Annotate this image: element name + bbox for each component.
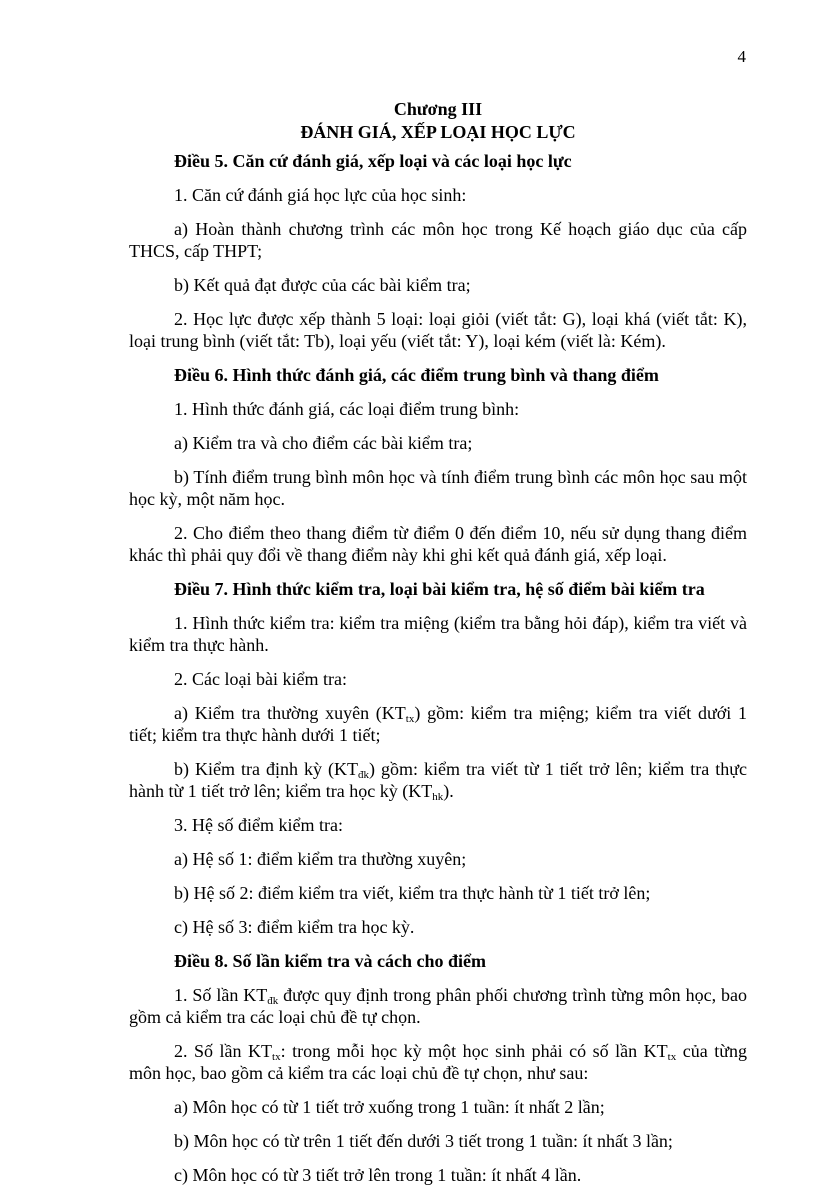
article-5-heading: Điều 5. Căn cứ đánh giá, xếp loại và các loại học lực — [174, 151, 572, 171]
article-6-para: 1. Hình thức đánh giá, các loại điểm trung bình: — [174, 399, 520, 419]
text-run: b) Kiểm tra định kỳ (KT — [174, 759, 358, 779]
article-7-para: 3. Hệ số điểm kiểm tra: — [174, 815, 343, 835]
article-7-para: c) Hệ số 3: điểm kiểm tra học kỳ. — [174, 917, 415, 937]
article-7-heading: Điều 7. Hình thức kiểm tra, loại bài kiểm tra, hệ số điểm bài kiểm tra — [174, 579, 705, 599]
article-7-para — [129, 758, 747, 802]
article-7-para: 2. Các loại bài kiểm tra: — [174, 669, 347, 689]
article-6-para: a) Kiểm tra và cho điểm các bài kiểm tra; — [174, 433, 473, 453]
article-7-para: a) Hệ số 1: điểm kiểm tra thường xuyên; — [174, 849, 467, 869]
article-8-para — [129, 984, 747, 1028]
text-run: 1. Số lần KT — [174, 985, 268, 1005]
subscript: hk — [432, 791, 444, 803]
text-run: ) gồm: kiểm tra miệng; kiểm tra viết dưới 1 tiết; kiểm tra thực hành dưới 1 tiết; — [129, 703, 747, 745]
article-6-heading: Điều 6. Hình thức đánh giá, các điểm trung bình và thang điểm — [174, 365, 659, 385]
article-5-para: 2. Học lực được xếp thành 5 loại: loại giỏi (viết tắt: G), loại khá (viết tắt: K), loại trung bình (viết tắt: Tb), loại yếu (viết tắt: Y), loại kém (viết là: Kém). — [129, 309, 747, 351]
article-6-para: b) Tính điểm trung bình môn học và tính điểm trung bình các môn học sau một học kỳ, một năm học. — [129, 467, 747, 509]
subscript: tx — [667, 1051, 677, 1063]
article-7-para — [129, 702, 747, 746]
article-5-para: b) Kết quả đạt được của các bài kiểm tra; — [174, 275, 471, 295]
text-run: a) Kiểm tra thường xuyên (KT — [174, 703, 406, 723]
chapter-label: Chương III — [393, 99, 483, 119]
text-run: : trong mỗi học kỳ một học sinh phải có số lần KT — [280, 1041, 668, 1061]
chapter-title: ĐÁNH GIÁ, XẾP LOẠI HỌC LỰC — [300, 122, 576, 142]
text-run: ) gồm: kiểm tra viết từ 1 tiết trở lên; kiểm tra thực hành từ 1 tiết trở lên; kiểm tra học kỳ (KT — [129, 759, 747, 801]
article-5-para: a) Hoàn thành chương trình các môn học trong Kế hoạch giáo dục của cấp THCS, cấp THPT; — [129, 219, 747, 261]
article-8-para — [129, 1040, 747, 1084]
article-8-para: c) Môn học có từ 3 tiết trở lên trong 1 tuần: ít nhất 4 lần. — [174, 1165, 582, 1185]
subscript: đk — [267, 995, 279, 1007]
text-run: được quy định trong phân phối chương trình từng môn học, bao gồm cả kiểm tra các loại chủ đề tự chọn. — [129, 985, 747, 1027]
text-run: 2. Số lần KT — [174, 1041, 273, 1061]
text-run: của từng môn học, bao gồm cả kiểm tra các loại chủ đề tự chọn, như sau: — [129, 1041, 747, 1083]
article-8-heading: Điều 8. Số lần kiểm tra và cách cho điểm — [174, 951, 486, 971]
page-content — [129, 90, 747, 1198]
subscript: đk — [357, 769, 369, 781]
article-6-para: 2. Cho điểm theo thang điểm từ điểm 0 đến điểm 10, nếu sử dụng thang điểm khác thì phải quy đổi về thang điểm này khi ghi kết quả đánh giá, xếp loại. — [129, 523, 747, 565]
article-5-para: 1. Căn cứ đánh giá học lực của học sinh: — [174, 185, 467, 205]
article-7-para: b) Hệ số 2: điểm kiểm tra viết, kiểm tra thực hành từ 1 tiết trở lên; — [174, 883, 651, 903]
subscript: tx — [272, 1051, 281, 1063]
text-run: ). — [443, 781, 454, 801]
subscript: tx — [405, 713, 415, 725]
page-number: 4 — [737, 47, 746, 66]
article-7-para: 1. Hình thức kiểm tra: kiểm tra miệng (kiểm tra bằng hỏi đáp), kiểm tra viết và kiểm tra thực hành. — [129, 613, 747, 655]
article-8-para: a) Môn học có từ 1 tiết trở xuống trong 1 tuần: ít nhất 2 lần; — [174, 1097, 605, 1117]
article-8-para: b) Môn học có từ trên 1 tiết đến dưới 3 tiết trong 1 tuần: ít nhất 3 lần; — [174, 1131, 673, 1151]
